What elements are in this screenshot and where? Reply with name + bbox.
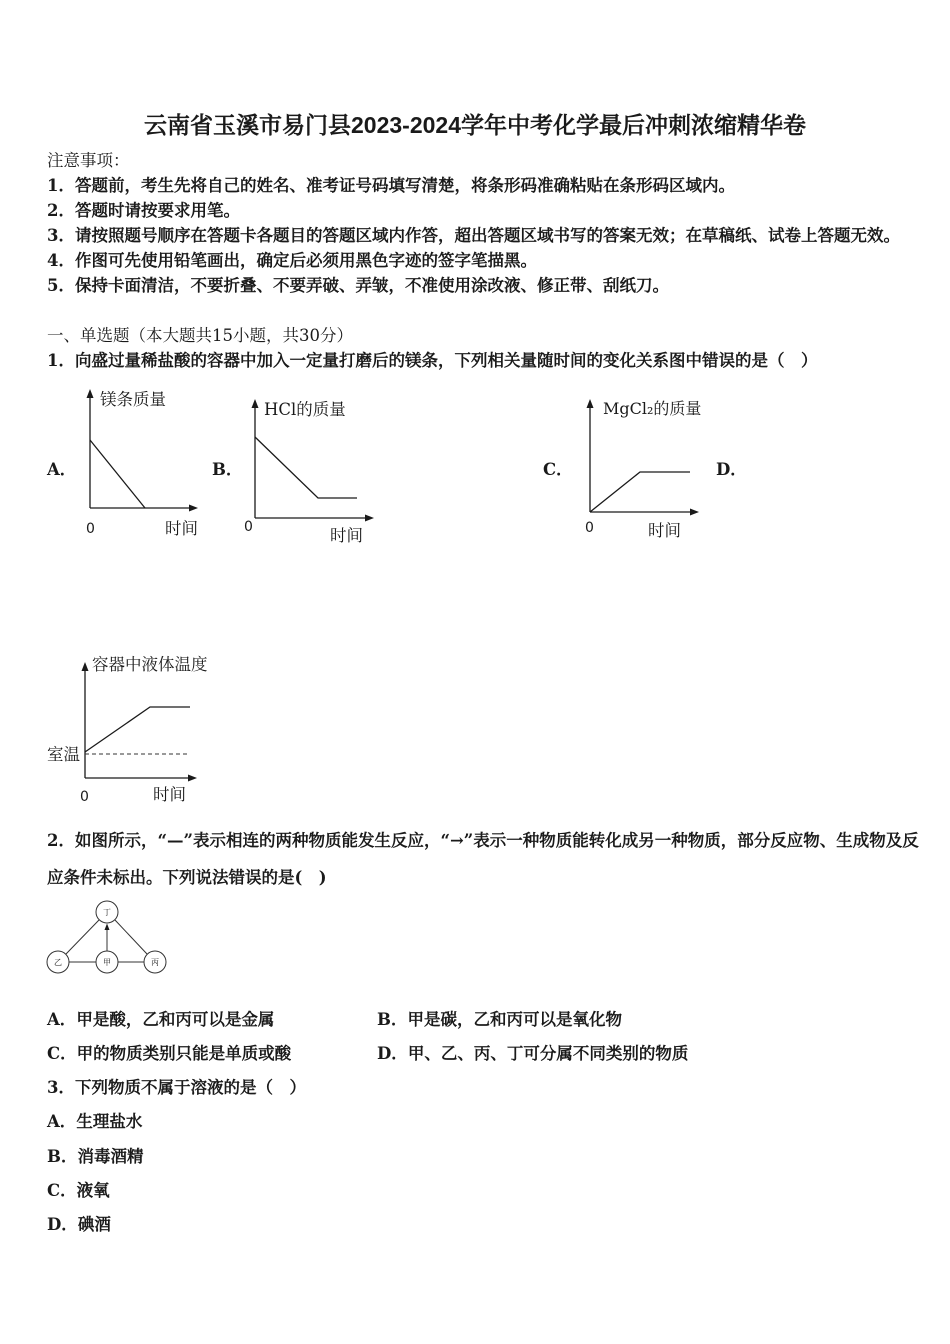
option-letter: B． <box>377 1010 408 1029</box>
q3-option-d <box>47 1215 111 1235</box>
option-letter: D． <box>47 1215 78 1234</box>
option-letter: A． <box>47 1112 77 1131</box>
q2-stem-line-1: 2．如图所示，“—”表示相连的两种物质能发生反应，“→”表示一种物质能转化成另一种物质，部分反应物、生成物及反 <box>47 831 919 850</box>
x-axis-arrow <box>189 505 198 512</box>
arrow-head <box>105 924 110 931</box>
y-axis-label: MgCl₂的质量 <box>603 399 702 418</box>
note-item-5: 5．保持卡面清洁，不要折叠、不要弄破、弄皱，不准使用涂改液、修正带、刮纸刀。 <box>47 276 669 295</box>
note-item-2: 2．答题时请按要求用笔。 <box>47 201 240 220</box>
y-axis-arrow <box>82 662 89 671</box>
q2-option-d <box>377 1044 688 1064</box>
y-axis-label: 镁条质量 <box>100 390 166 409</box>
graph-curve <box>590 472 690 512</box>
option-text: 甲是碳，乙和丙可以是氧化物 <box>407 1010 622 1029</box>
option-letter: C． <box>47 1181 77 1200</box>
graph-curve <box>85 707 190 752</box>
node-label-left: 乙 <box>54 958 62 967</box>
origin-label: 0 <box>86 521 95 537</box>
origin-label: 0 <box>244 519 253 535</box>
option-letter: A． <box>47 1010 77 1029</box>
y-axis-arrow <box>87 389 94 398</box>
graph-curve <box>255 437 357 498</box>
y-axis-arrow <box>587 399 594 408</box>
q1-graph-a <box>80 385 215 545</box>
q2-relation-diagram <box>40 895 175 980</box>
note-item-3: 3．请按照题号顺序在答题卡各题目的答题区域内作答，超出答题区域书写的答案无效；在草稿纸、试卷上答题无效。 <box>47 226 900 245</box>
x-axis-label: 时间 <box>165 519 198 538</box>
q3-option-a <box>47 1112 142 1132</box>
q3-stem: 3．下列物质不属于溶液的是（ ） <box>47 1078 306 1097</box>
option-text: 甲是酸，乙和丙可以是金属 <box>76 1010 275 1029</box>
option-text: 液氧 <box>76 1181 110 1200</box>
q1-option-c-letter: C． <box>543 460 573 479</box>
q3-option-c <box>47 1181 110 1201</box>
q1-graph-b <box>235 392 380 548</box>
q2-stem-line-2: 应条件未标出。下列说法错误的是( ) <box>47 868 327 887</box>
option-text: 消毒酒精 <box>77 1147 144 1166</box>
q1-graph-d <box>40 648 225 810</box>
q2-option-c <box>47 1044 291 1064</box>
reference-label: 室温 <box>47 745 80 764</box>
option-letter: D． <box>377 1044 408 1063</box>
note-item-4: 4．作图可先使用铅笔画出，确定后必须用黑色字迹的签字笔描黑。 <box>47 251 537 270</box>
section-heading: 一、单选题（本大题共15小题，共30分） <box>47 326 353 345</box>
notes-heading: 注意事项： <box>47 151 130 170</box>
node-label-right: 丙 <box>151 958 159 967</box>
q1-option-a-letter: A． <box>47 460 77 479</box>
graph-curve <box>90 440 145 508</box>
note-item-1: 1．答题前，考生先将自己的姓名、准考证号码填写清楚，将条形码准确粘贴在条形码区域内。 <box>47 176 735 195</box>
option-letter: B． <box>47 1147 78 1166</box>
option-text: 甲的物质类别只能是单质或酸 <box>76 1044 292 1063</box>
option-letter: C． <box>47 1044 77 1063</box>
y-axis-label: HCl的质量 <box>264 400 346 419</box>
exam-title: 云南省玉溪市易门县2023-2024学年中考化学最后冲刺浓缩精华卷 <box>144 112 806 138</box>
x-axis-arrow <box>188 775 197 782</box>
x-axis-label: 时间 <box>153 785 186 804</box>
option-text: 生理盐水 <box>76 1112 143 1131</box>
x-axis-arrow <box>365 515 374 522</box>
q2-option-a <box>47 1010 274 1030</box>
y-axis-label: 容器中液体温度 <box>92 655 208 674</box>
y-axis-arrow <box>252 399 259 408</box>
q3-option-b <box>47 1147 143 1167</box>
x-axis-label: 时间 <box>330 526 363 545</box>
origin-label: 0 <box>585 520 594 536</box>
node-label-center: 甲 <box>103 958 111 967</box>
node-label-top: 丁 <box>103 908 111 917</box>
x-axis-arrow <box>690 509 699 516</box>
option-text: 甲、乙、丙、丁可分属不同类别的物质 <box>407 1044 689 1063</box>
q2-option-b <box>377 1010 622 1030</box>
edge-yi-ding <box>66 920 99 954</box>
q1-option-d-letter: D． <box>716 460 747 479</box>
edge-ding-bing <box>115 920 147 954</box>
q1-stem: 1．向盛过量稀盐酸的容器中加入一定量打磨后的镁条，下列相关量随时间的变化关系图中错误的是（ ） <box>47 351 818 370</box>
x-axis-label: 时间 <box>648 521 681 540</box>
origin-label: 0 <box>80 789 89 805</box>
q1-option-b-letter: B． <box>212 460 243 479</box>
option-text: 碘酒 <box>77 1215 111 1234</box>
q1-graph-c <box>570 392 710 545</box>
